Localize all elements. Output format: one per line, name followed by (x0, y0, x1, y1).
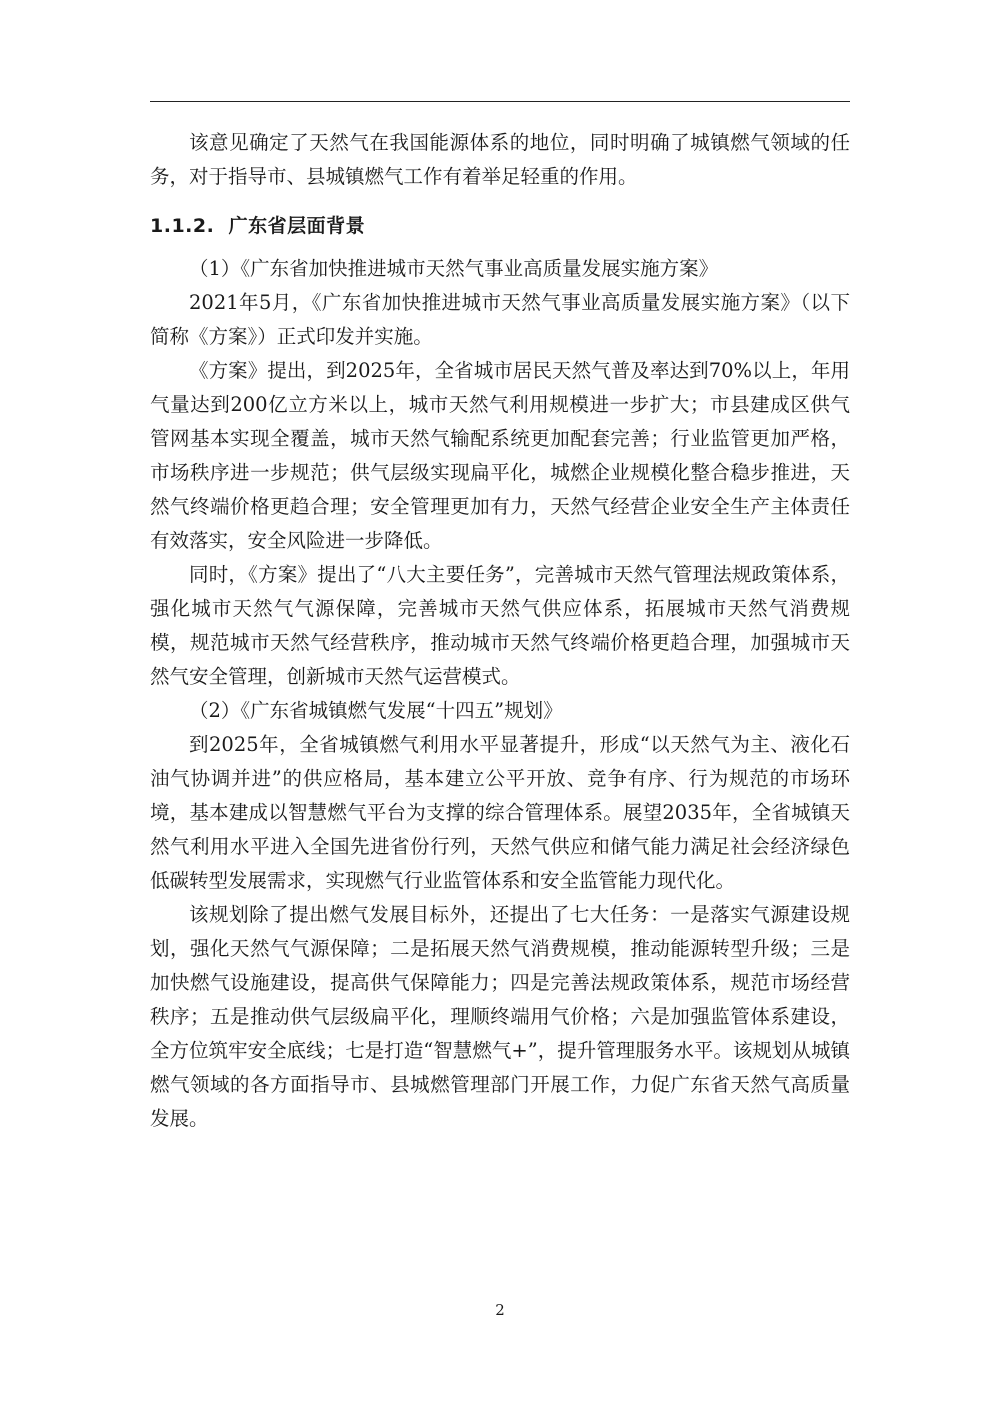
paragraph-intro: 该意见确定了天然气在我国能源体系的地位，同时明确了城镇燃气领域的任务，对于指导市、县城镇燃气工作有着举足轻重的作用。 (150, 131, 850, 188)
page-number: 2 (495, 1301, 505, 1319)
header-rule (150, 101, 850, 102)
subheading-plan-2: （2）《广东省城镇燃气发展“十四五”规划》 (189, 699, 563, 722)
paragraph: 到2025年，全省城镇燃气利用水平显著提升，形成“以天然气为主、液化石油气协调并进”的供应格局，基本建立公平开放、竞争有序、行为规范的市场环境，基本建成以智慧燃气平台为支撑的综合管理体系。展望2035年，全省城镇天然气利用水平进入全国先进省份行列，天然气供应和储气能力满足社会经济绿色低碳转型发展需求，实现燃气行业监管体系和安全监管能力现代化。 (150, 733, 850, 892)
subheading-plan-1: （1）《广东省加快推进城市天然气事业高质量发展实施方案》 (189, 257, 719, 280)
section-heading (150, 209, 850, 243)
section-title: 广东省层面背景 (228, 215, 366, 237)
paragraph: 该规划除了提出燃气发展目标外，还提出了七大任务：一是落实气源建设规划，强化天然气气源保障；二是拓展天然气消费规模，推动能源转型升级；三是加快燃气设施建设，提高供气保障能力；四是完善法规政策体系，规范市场经营秩序；五是推动供气层级扁平化，理顺终端用气价格；六是加强监管体系建设，全方位筑牢安全底线；七是打造“智慧燃气+”，提升管理服务水平。该规划从城镇燃气领域的各方面指导市、县城燃管理部门开展工作，力促广东省天然气高质量发展。 (150, 903, 850, 1130)
paragraph: 同时，《方案》提出了“八大主要任务”，完善城市天然气管理法规政策体系，强化城市天然气气源保障，完善城市天然气供应体系，拓展城市天然气消费规模，规范城市天然气经营秩序，推动城市天然气终端价格更趋合理，加强城市天然气安全管理，创新城市天然气运营模式。 (150, 563, 850, 688)
section-number: 1.1.2. (150, 215, 215, 237)
paragraph: 2021年5月，《广东省加快推进城市天然气事业高质量发展实施方案》（以下简称《方案》）正式印发并实施。 (150, 291, 850, 348)
page-content (150, 126, 850, 1136)
paragraph: 《方案》提出，到2025年，全省城市居民天然气普及率达到70%以上，年用气量达到200亿立方米以上，城市天然气利用规模进一步扩大；市县建成区供气管网基本实现全覆盖，城市天然气输配系统更加配套完善；行业监管更加严格，市场秩序进一步规范；供气层级实现扁平化，城燃企业规模化整合稳步推进，天然气终端价格更趋合理；安全管理更加有力，天然气经营企业安全生产主体责任有效落实，安全风险进一步降低。 (150, 359, 850, 552)
